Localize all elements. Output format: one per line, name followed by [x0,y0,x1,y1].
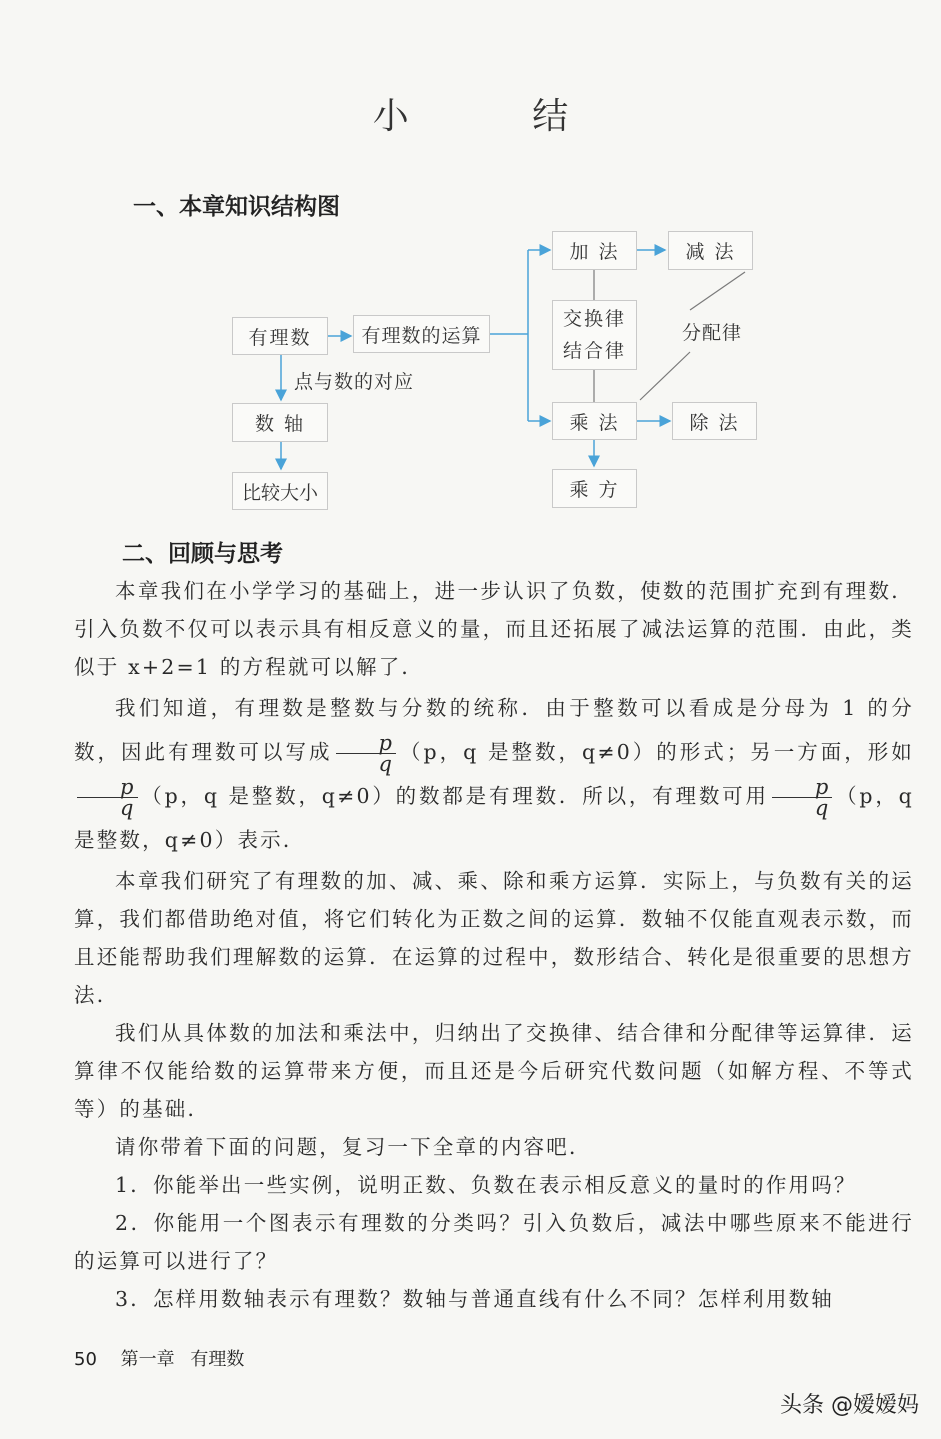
paragraph-3: 本章我们研究了有理数的加、减、乘、除和乘方运算．实际上，与负数有关的运算，我们都借助绝对值，将它们转化为正数之间的运算．数轴不仅能直观表示数，而且还能帮助我们理解数的运算．在运算的过程中，数形结合、转化是很重要的思想方法． [74,869,914,1007]
question-3: 3．怎样用数轴表示有理数？数轴与普通直线有什么不同？怎样利用数轴 [115,1287,834,1311]
node-commutative-associative [552,300,637,370]
node-subtraction: 减 法 [668,231,753,270]
paragraph-5: 请你带着下面的问题，复习一下全章的内容吧． [115,1135,592,1159]
chapter-label: 第一章 [120,1349,175,1370]
node-addition: 加 法 [552,231,637,270]
node-division: 除 法 [672,402,757,440]
node-power: 乘 方 [552,469,637,508]
node-number-line: 数 轴 [232,403,328,442]
page-title: 小 结 [372,96,625,137]
section-heading-review: 二、回顾与思考 [122,541,283,567]
node-rational-numbers: 有理数 [232,317,328,355]
node-multiplication: 乘 法 [552,402,637,440]
node-distributive-law: 分配律 [682,322,743,344]
node-rational-operations: 有理数的运算 [353,315,490,353]
fraction-p-over-q: $\frac{p}{q}$ [772,777,833,818]
node-compare-size: 比较大小 [232,472,328,510]
edge-label-point-number: 点与数的对应 [294,371,415,393]
node-associative-law: 结合律 [562,340,626,362]
paragraph-2: 我们知道，有理数是整数与分数的统称．由于整数可以看成是分母为 1 的分数，因此有理数可以写成 $\frac{p}{q}$ （p，q 是整数，q≠0）的形式；另一方面，形如 $\frac{p}{q}$ （p，q 是整数，q≠0）的数都是有理数．所以，有理数可用 $\frac{p}{q}$ （p，q 是整数，q≠0）表示． [74,696,914,852]
watermark: 头条 @嫒嫒妈 [780,1393,919,1418]
page-number: 50 [74,1349,97,1370]
paragraph-4: 我们从具体数的加法和乘法中，归纳出了交换律、结合律和分配律等运算律．运算律不仅能给数的运算带来方便，而且还是今后研究代数问题（如解方程、不等式等）的基础． [74,1021,914,1121]
section-heading-structure: 一、本章知识结构图 [133,194,340,220]
fraction-p-over-q: $\frac{p}{q}$ [336,733,397,774]
edge-dist-mul [640,352,690,400]
fraction-p-over-q: $\frac{p}{q}$ [77,777,138,818]
paragraph-1: 本章我们在小学学习的基础上，进一步认识了负数，使数的范围扩充到有理数．引入负数不仅可以表示具有相反意义的量，而且还拓展了减法运算的范围．由此，类似于 x+2=1 的方程就可以解了． [74,579,914,679]
body-text [74,572,914,1318]
question-2: 2．你能用一个图表示有理数的分类吗？引入负数后，减法中哪些原来不能进行的运算可以进行了？ [74,1211,914,1273]
page-footer [74,1345,244,1371]
node-commutative-law: 交换律 [562,308,626,330]
question-1: 1．你能举出一些实例，说明正数、负数在表示相反意义的量时的作用吗？ [115,1173,857,1197]
edge-dist-sub [690,272,745,310]
chapter-title: 有理数 [190,1349,245,1370]
